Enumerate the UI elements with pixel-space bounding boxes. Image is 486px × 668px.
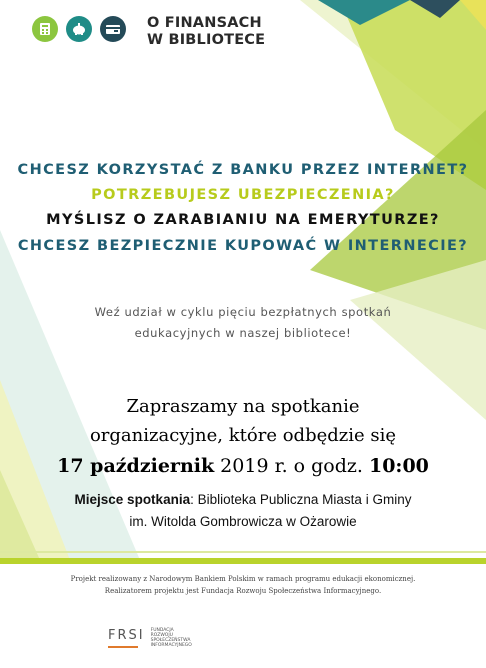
invite-line-1: Zapraszamy na spotkanie [126,396,360,417]
frsi-full-name [151,628,192,648]
divider-green [0,558,486,564]
intro-text [0,302,486,344]
brand-title [147,15,265,49]
place-line-1 [0,492,486,507]
intro-line-2: edukacyjnych w naszej bibliotece! [134,326,352,340]
question-2: POTRZEBUJESZ UBEZPIECZENIA? [91,187,395,203]
frsi-mark: FRSI [108,628,145,643]
place-name: Biblioteka Publiczna Miasta i Gminy [197,492,412,507]
question-4: CHCESZ BEZPIECZNIE KUPOWAĆ W INTERNECIE? [17,238,469,254]
logo-icons [32,16,126,42]
question-3: MYŚLISZ O ZARABIANIU NA EMERYTURZE? [46,212,440,228]
invite-date [0,455,486,477]
event-date-middle: 2019 r. o godz. [214,455,369,477]
frsi-word-1: FUNDACJA [150,628,174,633]
calculator-icon [32,16,58,42]
frsi-logo [108,628,192,648]
event-date: 17 październik [57,455,215,477]
place-line-2: im. Witolda Gombrowicza w Ożarowie [129,514,357,529]
place-colon: : [190,492,198,507]
footer-line-1: Projekt realizowany z Narodowym Bankiem Polskim w ramach programu edukacji ekonomicznej. [70,575,416,583]
frsi-accent-bar [108,646,138,648]
card-wallet-icon [100,16,126,42]
frsi-word-2: ROZWOJU [150,633,173,638]
question-1: CHCESZ KORZYSTAĆ Z BANKU PRZEZ INTERNET? [17,162,469,178]
place-label: Miejsce spotkania [74,492,191,507]
footer-line-2: Realizatorem projektu jest Fundacja Rozwoju Społeczeństwa Informacyjnego. [104,587,382,595]
intro-line-1: Weź udział w cyklu pięciu bezpłatnych spotkań [94,305,392,319]
piggy-bank-icon [66,16,92,42]
frsi-word-3: SPOŁECZEŃSTWA [150,638,191,643]
event-time: 10:00 [368,455,429,477]
brand-line-1: O FINANSACH [147,15,262,31]
brand-line-2: W BIBLIOTECE [147,32,266,48]
divider-light [0,551,486,553]
frsi-word-4: INFORMACYJNEGO [150,643,192,648]
invite-line-2: organizacyjne, które odbędzie się [89,425,397,446]
